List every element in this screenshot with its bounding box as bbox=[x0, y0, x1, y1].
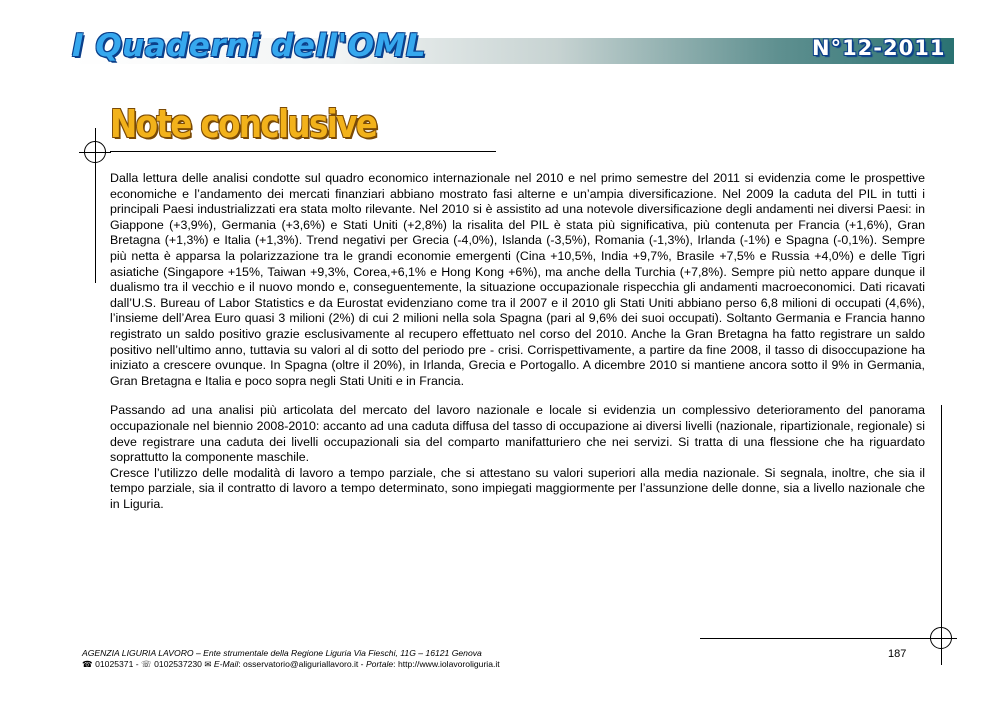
email-label: E-Mail bbox=[213, 659, 239, 669]
paragraph: Cresce l’utilizzo delle modalità di lavoro a tempo parziale, che si attestano su valori superiori alla media nazionale. Si segnala, inoltre, che sia il tempo parziale, sia il contratto di lavoro a tempo determinato, sono impiegati maggiormente per l’assunzione delle donne, sia a livello nazionale che in Liguria. bbox=[110, 465, 925, 511]
body-text bbox=[110, 171, 925, 526]
paragraph: Dalla lettura delle analisi condotte sul quadro economico internazionale nel 2010 e nel primo semestre del 2011 si evidenzia come le prospettive economiche e l’andamento dei mercati finanziari abbiano mostrato fasi alterne e un’ampia diversificazione. Nel 2009 la caduta del PIL in tutti i principali Paesi industrializzati era stata molto rilevante. Nel 2010 si è assistito ad una notevole diversificazione degli andamenti nei diversi Paesi: in Giappone (+3,9%), Germania (+3,6%) e Stati Uniti (+2,8%) la risalita del PIL è stata più significativa, più contenuta per Francia (+1,6%), Gran Bretagna (+1,3%) e Italia (+1,3%). Trend negativi per Grecia (-4,0%), Islanda (-3,5%), Romania (-1,3%), Irlanda (-1%) e Spagna (-0,1%). Sempre più netta è apparsa la polarizzazione tra le grandi economie emergenti (Cina +10,5%, India +9,7%, Brasile +7,5% e Russia +4,0%) e delle Tigri asiatiche (Singapore +15%, Taiwan +9,3%, Corea,+6,1% e Hong Kong +6%), ma anche della Turchia (+7,8%). Sempre più netto appare dunque il dualismo tra il vecchio e il nuovo mondo e, conseguentemente, la situazione occupazionale rispecchia gli andamenti macroeconomici. Dati ricavati dall’U.S. Bureau of Labor Statistics e da Eurostat evidenziano come tra il 2007 e il 2010 gli Stati Uniti abbiano perso 6,8 milioni di occupati (4,6%), l’insieme dell’Area Euro quasi 3 milioni (2%) di cui 2 milioni nella sola Spagna (pari al 9,6% dei suoi occupati). Soltanto Germania e Francia hanno registrato un saldo positivo grazie esclusivamente al recupero effettuato nel corso del 2010. Anche la Gran Bretagna ha fatto registrare un saldo positivo nell’ultimo anno, tuttavia su valori al di sotto del periodo pre - crisi. Corrispettivamente, a partire da fine 2008, il tasso di disoccupazione ha iniziato a crescere ovunque. In Spagna (oltre il 20%), in Irlanda, Grecia e Portogallo. A dicembre 2010 si mantiene ancora sotto il 9% in Germania, Gran Bretagna e Italia e poco sopra negli Stati Uniti e in Francia. bbox=[110, 171, 925, 388]
page-number: 187 bbox=[888, 648, 907, 660]
fax-number: 0102537230 bbox=[154, 659, 202, 669]
fax-icon: ☏ bbox=[141, 659, 152, 669]
footer-agency: AGENZIA LIGURIA LAVORO – Ente strumentale della Regione Liguria Via Fieschi, 11G – 16121 Genova bbox=[82, 648, 482, 658]
phone-number: 01025371 - bbox=[95, 659, 139, 669]
registration-mark-top-left bbox=[84, 141, 106, 163]
top-rule bbox=[110, 151, 496, 152]
bottom-rule bbox=[700, 638, 941, 639]
footer-contact bbox=[82, 659, 500, 670]
paragraph: Passando ad una analisi più articolata del mercato del lavoro nazionale e locale si evidenzia un complessivo deterioramento del panorama occupazionale nel biennio 2008-2010: accanto ad una caduta diffusa del tasso di occupazione ai diversi livelli (nazionale, ripartizionale, regionale) si deve registrare una caduta dei livelli occupazionali sia del comparto manifatturiero che nei servizi. Si tratta di una flessione che ha riguardato soprattutto la componente maschile. bbox=[110, 403, 925, 465]
issue-number: N°12-2011 bbox=[812, 36, 946, 60]
section-title: Note conclusive bbox=[110, 102, 377, 146]
phone-icon: ☎ bbox=[82, 659, 93, 669]
mail-icon: ✉ bbox=[204, 659, 212, 669]
email-address: : osservatorio@aliguriallavoro.it - bbox=[238, 659, 366, 669]
portal-label: Portale bbox=[365, 659, 394, 669]
publication-title: I Quaderni dell'OML bbox=[72, 28, 427, 64]
portal-url: : http://www.iolavoroliguria.it bbox=[393, 659, 500, 669]
registration-mark-bottom-right bbox=[930, 627, 952, 649]
